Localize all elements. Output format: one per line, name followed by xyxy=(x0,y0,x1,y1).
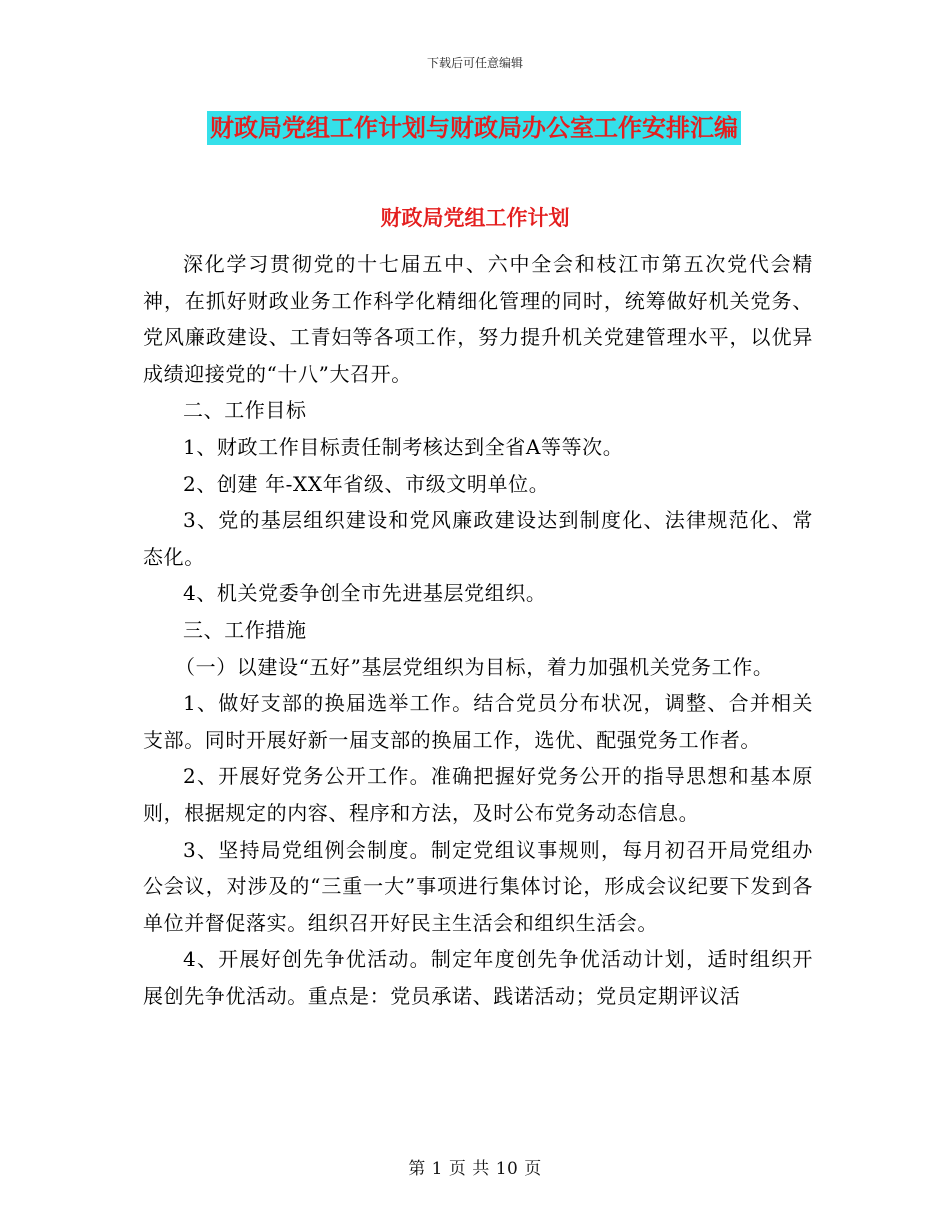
page-number-footer: 第 1 页 共 10 页 xyxy=(408,1159,542,1179)
heading-work-measures: 三、工作措施 xyxy=(183,617,307,642)
measure-subheading-1: （一）以建设“五好”基层党组织为目标，着力加强机关党务工作。 xyxy=(175,654,774,679)
measure-item-2: 2、开展好党务公开工作。准确把握好党务公开的指导思想和基本原则，根据规定的内容、程序和方法，及时公布党务动态信息。 xyxy=(143,764,813,825)
goal-item-1: 1、财政工作目标责任制考核达到全省A等等次。 xyxy=(183,434,624,459)
goal-item-3: 3、党的基层组织建设和党风廉政建设达到制度化、法律规范化、常态化。 xyxy=(143,508,813,569)
goal-item-4: 4、机关党委争创全市先进基层党组织。 xyxy=(183,581,547,606)
document-body xyxy=(143,246,813,1014)
measure-item-3: 3、坚持局党组例会制度。制定党组议事规则，每月初召开局党组办公会议，对涉及的“三重一大”事项进行集体讨论，形成会议纪要下发到各单位并督促落实。组织召开好民主生活会和组织生活会。 xyxy=(143,837,813,935)
measure-item-1: 1、做好支部的换届选举工作。结合党员分布状况，调整、合并相关支部。同时开展好新一届支部的换届工作，选优、配强党务工作者。 xyxy=(143,691,813,752)
measure-item-4: 4、开展好创先争优活动。制定年度创先争优活动计划，适时组织开展创先争优活动。重点是：党员承诺、践诺活动；党员定期评议活 xyxy=(143,947,813,1008)
header-note: 下载后可任意编辑 xyxy=(426,56,523,70)
document-main-title: 财政局党组工作计划与财政局办公室工作安排汇编 xyxy=(207,111,741,145)
goal-item-2: 2、创建 年-XX年省级、市级文明单位。 xyxy=(183,471,550,496)
paragraph-intro: 深化学习贯彻党的十七届五中、六中全会和枝江市第五次党代会精神，在抓好财政业务工作科学化精细化管理的同时，统筹做好机关党务、党风廉政建设、工青妇等各项工作，努力提升机关党建管理水平，以优异成绩迎接党的“十八”大召开。 xyxy=(143,252,813,386)
section-title: 财政局党组工作计划 xyxy=(380,205,570,230)
heading-work-goals: 二、工作目标 xyxy=(183,398,307,423)
